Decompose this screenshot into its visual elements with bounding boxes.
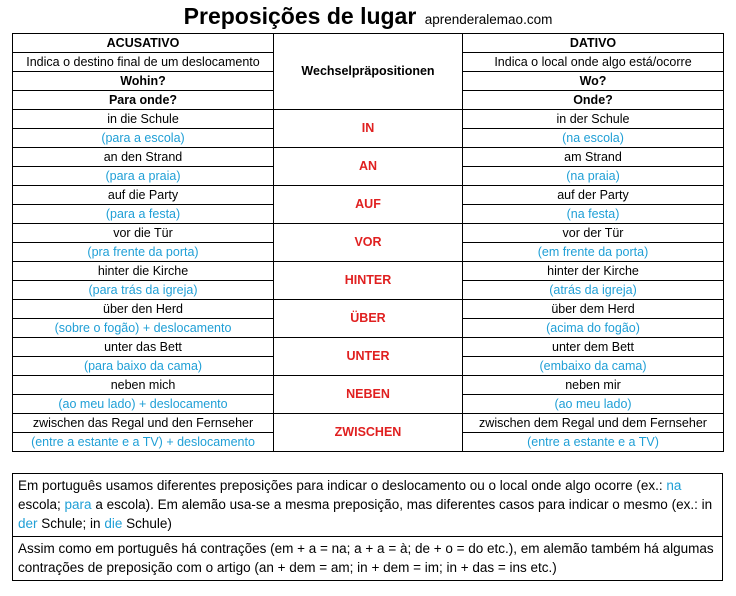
dativo-translation: (em frente da porta) <box>463 243 724 262</box>
acusativo-example: vor die Tür <box>13 224 274 243</box>
dativo-translation: (acima do fogão) <box>463 319 724 338</box>
dativo-translation: (ao meu lado) <box>463 395 724 414</box>
notes-box <box>12 473 723 581</box>
preposition-label: VOR <box>274 224 463 262</box>
acusativo-translation: (pra frente da porta) <box>13 243 274 262</box>
note-prepositions <box>13 474 723 537</box>
dativo-translation: (embaixo da cama) <box>463 357 724 376</box>
dativo-translation: (na praia) <box>463 167 724 186</box>
preposition-row <box>13 110 724 129</box>
dativo-translation: (atrás da igreja) <box>463 281 724 300</box>
preposition-label: ÜBER <box>274 300 463 338</box>
acusativo-example: über den Herd <box>13 300 274 319</box>
dativo-question: Wo? <box>463 72 724 91</box>
acusativo-example: hinter die Kirche <box>13 262 274 281</box>
dativo-example: neben mir <box>463 376 724 395</box>
acusativo-example: in die Schule <box>13 110 274 129</box>
acusativo-translation: (para a festa) <box>13 205 274 224</box>
acusativo-translation: (ao meu lado) + deslocamento <box>13 395 274 414</box>
preposition-label: IN <box>274 110 463 148</box>
acusativo-translation: (sobre o fogão) + deslocamento <box>13 319 274 338</box>
acusativo-example: neben mich <box>13 376 274 395</box>
preposition-row <box>13 224 724 243</box>
preposition-row <box>13 338 724 357</box>
preposition-row <box>13 376 724 395</box>
wechselpraepositionen-header: Wechselpräpositionen <box>274 34 463 110</box>
dativo-example: auf der Party <box>463 186 724 205</box>
note1-part-g: Schule; in <box>37 516 105 531</box>
dativo-example: hinter der Kirche <box>463 262 724 281</box>
preposition-row <box>13 186 724 205</box>
acusativo-translation: (para trás da igreja) <box>13 281 274 300</box>
dativo-example: über dem Herd <box>463 300 724 319</box>
preposition-label: AN <box>274 148 463 186</box>
preposition-label: NEBEN <box>274 376 463 414</box>
acusativo-translation: (entre a estante e a TV) + deslocamento <box>13 433 274 452</box>
site-name: aprenderalemao.com <box>424 12 553 27</box>
note1-part-c: escola; <box>18 497 65 512</box>
acusativo-header: ACUSATIVO <box>13 34 274 53</box>
note1-highlight-na: na <box>666 478 682 493</box>
dativo-example: vor der Tür <box>463 224 724 243</box>
preposition-row <box>13 262 724 281</box>
acusativo-translation: (para a praia) <box>13 167 274 186</box>
acusativo-translation: (para baixo da cama) <box>13 357 274 376</box>
note1-part-e: a escola). Em alemão usa-se a mesma preposição, mas diferentes casos para indicar o mesmo (ex.: in <box>91 497 713 512</box>
dativo-example: am Strand <box>463 148 724 167</box>
dativo-question-pt: Onde? <box>463 91 724 110</box>
acusativo-question: Wohin? <box>13 72 274 91</box>
dativo-example: zwischen dem Regal und dem Fernseher <box>463 414 724 433</box>
dativo-translation: (entre a estante e a TV) <box>463 433 724 452</box>
note1-part-a: Em português usamos diferentes preposições para indicar o deslocamento ou o local onde algo ocorre (ex.: <box>18 478 667 493</box>
note1-highlight-para: para <box>64 497 92 512</box>
dativo-description: Indica o local onde algo está/ocorre <box>463 53 724 72</box>
preposition-label: HINTER <box>274 262 463 300</box>
title-text: Preposições de lugar <box>183 3 417 29</box>
preposition-row <box>13 300 724 319</box>
dativo-example: unter dem Bett <box>463 338 724 357</box>
preposition-label: UNTER <box>274 338 463 376</box>
note-contractions: Assim como em português há contrações (em + a = na; a + a = à; de + o = do etc.), em alemão também há algumas contrações de preposição com o artigo (an + dem = am; in + dem = im; in + das = ins etc.) <box>13 537 723 581</box>
page-title <box>0 3 736 30</box>
acusativo-example: an den Strand <box>13 148 274 167</box>
dativo-example: in der Schule <box>463 110 724 129</box>
prepositions-table <box>12 33 724 452</box>
preposition-label: ZWISCHEN <box>274 414 463 452</box>
acusativo-description: Indica o destino final de um deslocamento <box>13 53 274 72</box>
acusativo-translation: (para a escola) <box>13 129 274 148</box>
note1-highlight-der: der <box>18 516 38 531</box>
acusativo-example: auf die Party <box>13 186 274 205</box>
acusativo-example: zwischen das Regal und den Fernseher <box>13 414 274 433</box>
dativo-translation: (na escola) <box>463 129 724 148</box>
preposition-row <box>13 414 724 433</box>
dativo-header: DATIVO <box>463 34 724 53</box>
note1-highlight-die: die <box>104 516 123 531</box>
note1-part-i: Schule) <box>122 516 172 531</box>
acusativo-question-pt: Para onde? <box>13 91 274 110</box>
header-row <box>13 34 724 53</box>
preposition-label: AUF <box>274 186 463 224</box>
acusativo-example: unter das Bett <box>13 338 274 357</box>
preposition-row <box>13 148 724 167</box>
dativo-translation: (na festa) <box>463 205 724 224</box>
